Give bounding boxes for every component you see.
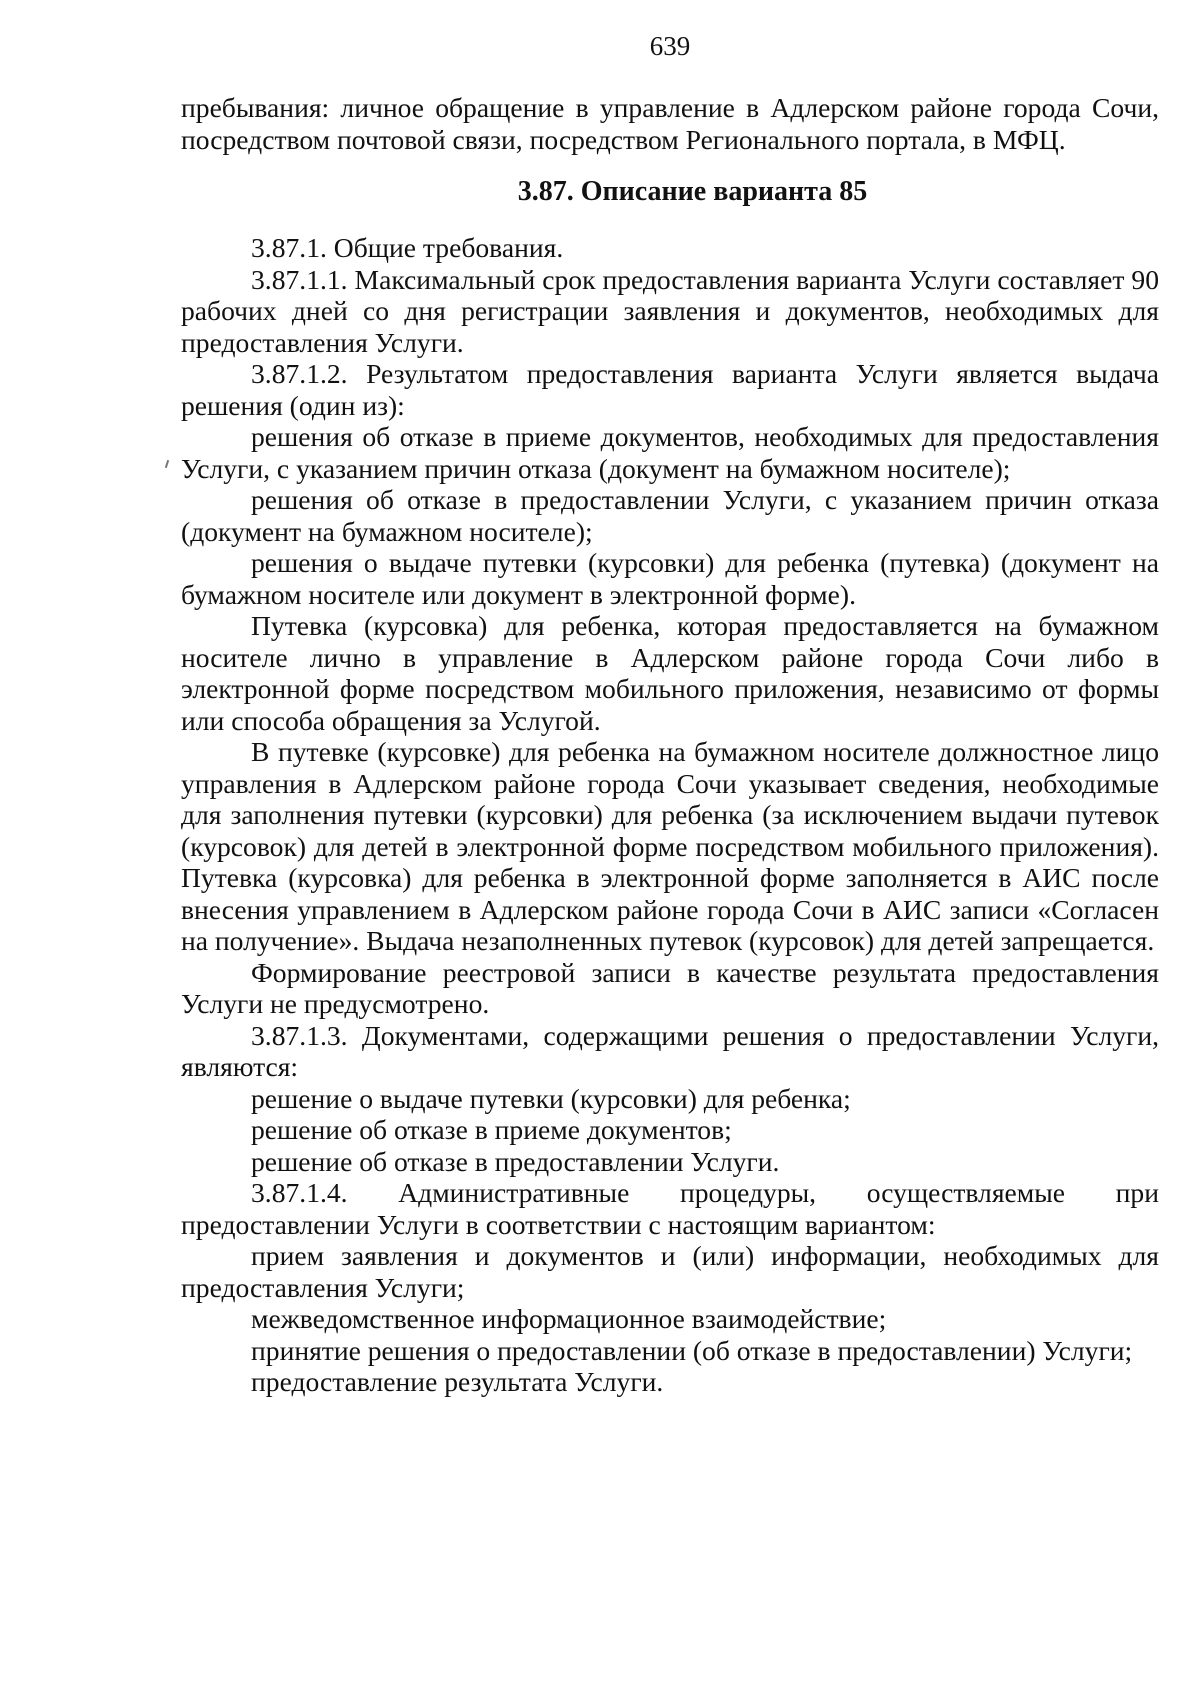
paragraph: 3.87.1. Общие требования.	[251, 232, 564, 263]
list-item: решения об отказе в приеме документов, необходимых для предоставления Услуги, с указанием причин отказа (документ на бумажном носителе);	[181, 421, 1159, 484]
list-item: решения об отказе в предоставлении Услуги, с указанием причин отказа (документ на бумажном носителе);	[181, 484, 1159, 547]
document-body	[181, 92, 1159, 1398]
section-heading: 3.87. Описание варианта 85	[517, 176, 868, 207]
paragraph: 3.87.1.2. Результатом предоставления варианта Услуги является выдача решения (один из):	[181, 358, 1159, 421]
intro-paragraph: пребывания: личное обращение в управление в Адлерском районе города Сочи, посредством почтовой связи, посредством Регионального портала, в МФЦ.	[181, 92, 1159, 155]
list-item: решение об отказе в предоставлении Услуги.	[251, 1145, 780, 1177]
list-item: прием заявления и документов и (или) информации, необходимых для предоставления Услуги;	[181, 1240, 1159, 1303]
paragraph: В путевке (курсовке) для ребенка на бумажном носителе должностное лицо управления в Адлерском районе города Сочи указывает сведения, необходимые для заполнения путевки (курсовки) для ребенка (за исключением выдачи путевок (курсовок) для детей в электронной форме посредством мобильного приложения). Путевка (курсовка) для ребенка в электронной форме заполняется в АИС после внесения управлением в Адлерском районе города Сочи в АИС записи «Согласен на получение». Выдача незаполненных путевок (курсовок) для детей запрещается.	[181, 736, 1159, 956]
page-number: 639	[649, 31, 691, 61]
list-item: межведомственное информационное взаимодействие;	[251, 1303, 887, 1334]
paragraph: 3.87.1.3. Документами, содержащими решения о предоставлении Услуги, являются:	[181, 1019, 1159, 1082]
list-item: решение об отказе в приеме документов;	[251, 1114, 732, 1145]
paragraph: Формирование реестровой записи в качестве результата предоставления Услуги не предусмотрено.	[181, 956, 1159, 1019]
list-item: решения о выдаче путевки (курсовки) для ребенка (путевка) (документ на бумажном носителе или документ в электронной форме).	[181, 547, 1159, 610]
paragraph: 3.87.1.1. Максимальный срок предоставления варианта Услуги составляет 90 рабочих дней со дня регистрации заявления и документов, необходимых для предоставления Услуги.	[181, 263, 1159, 358]
list-item: решение о выдаче путевки (курсовки) для ребенка;	[251, 1082, 851, 1114]
paragraph: Путевка (курсовка) для ребенка, которая предоставляется на бумажном носителе лично в управление в Адлерском районе города Сочи либо в электронной форме посредством мобильного приложения, независимо от формы или способа обращения за Услугой.	[181, 610, 1159, 736]
list-item: принятие решения о предоставлении (об отказе в предоставлении) Услуги;	[251, 1334, 1133, 1366]
list-item: предоставление результата Услуги.	[251, 1366, 664, 1397]
paragraph: 3.87.1.4. Административные процедуры, осуществляемые при предоставлении Услуги в соответствии с настоящим вариантом:	[181, 1177, 1159, 1240]
scan-speck	[165, 460, 169, 468]
